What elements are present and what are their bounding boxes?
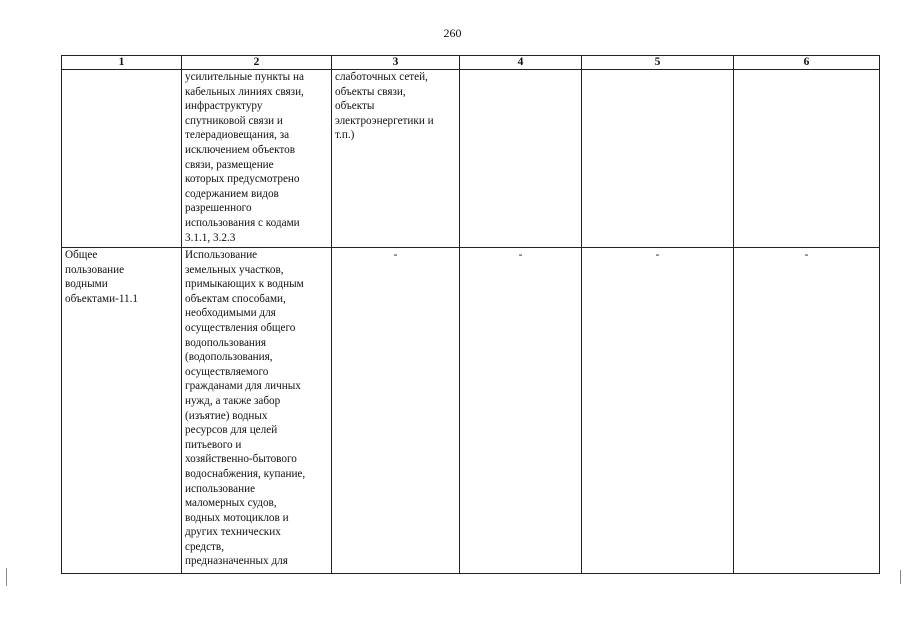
cell-text: Использование земельных участков, примыкающих к водным объектам способами, необходимыми для осуществления общего водопользования (водопользования, осуществляемого гражданами для личных нужд, а также забор (изъятие) водных ресурсов для целей питьевого и хозяйственно-бытового водоснабжения, купание, использование маломерных судов, водных мотоциклов и других технических средств, предназначенных для — [185, 249, 306, 568]
cell-text: - — [655, 249, 660, 261]
column-header-1: 1 — [62, 56, 182, 70]
table-row — [62, 70, 880, 248]
header-row — [62, 56, 880, 70]
table-cell-name — [62, 70, 182, 248]
column-header-3: 3 — [332, 56, 460, 70]
table-body — [62, 70, 880, 574]
cell-text: - — [518, 249, 523, 261]
cell-text: усилительные пункты на кабельных линиях связи, инфраструктуру спутниковой связи и телерадиовещания, за исключением объектов связи, размещение которых предусмотрено содержанием видов разрешенного использования с кодами 3.1.1, 3.2.3 — [185, 71, 304, 244]
table-row — [62, 248, 880, 574]
page-number: 260 — [443, 26, 462, 40]
scan-margin-mark — [900, 570, 901, 584]
table-header — [62, 56, 880, 70]
scan-margin-mark — [6, 568, 7, 586]
cell-text: Общее пользование водными объектами-11.1 — [65, 249, 138, 305]
column-header-6: 6 — [734, 56, 880, 70]
table-cell-col6 — [734, 248, 880, 574]
table-cell-name — [62, 248, 182, 574]
table-cell-description — [182, 70, 332, 248]
table-cell-col3 — [332, 70, 460, 248]
cell-text: слаботочных сетей, объекты связи, объекты электроэнергетики и т.п.) — [335, 71, 434, 142]
table-cell-col4 — [460, 248, 582, 574]
table-cell-col3 — [332, 248, 460, 574]
column-header-4: 4 — [460, 56, 582, 70]
table-cell-col5 — [582, 248, 734, 574]
cell-text: - — [393, 249, 398, 261]
land-use-table — [61, 55, 880, 574]
table-cell-col5 — [582, 70, 734, 248]
table-cell-description — [182, 248, 332, 574]
column-header-5: 5 — [582, 56, 734, 70]
cell-text: - — [804, 249, 809, 261]
table-cell-col6 — [734, 70, 880, 248]
column-header-2: 2 — [182, 56, 332, 70]
table-cell-col4 — [460, 70, 582, 248]
